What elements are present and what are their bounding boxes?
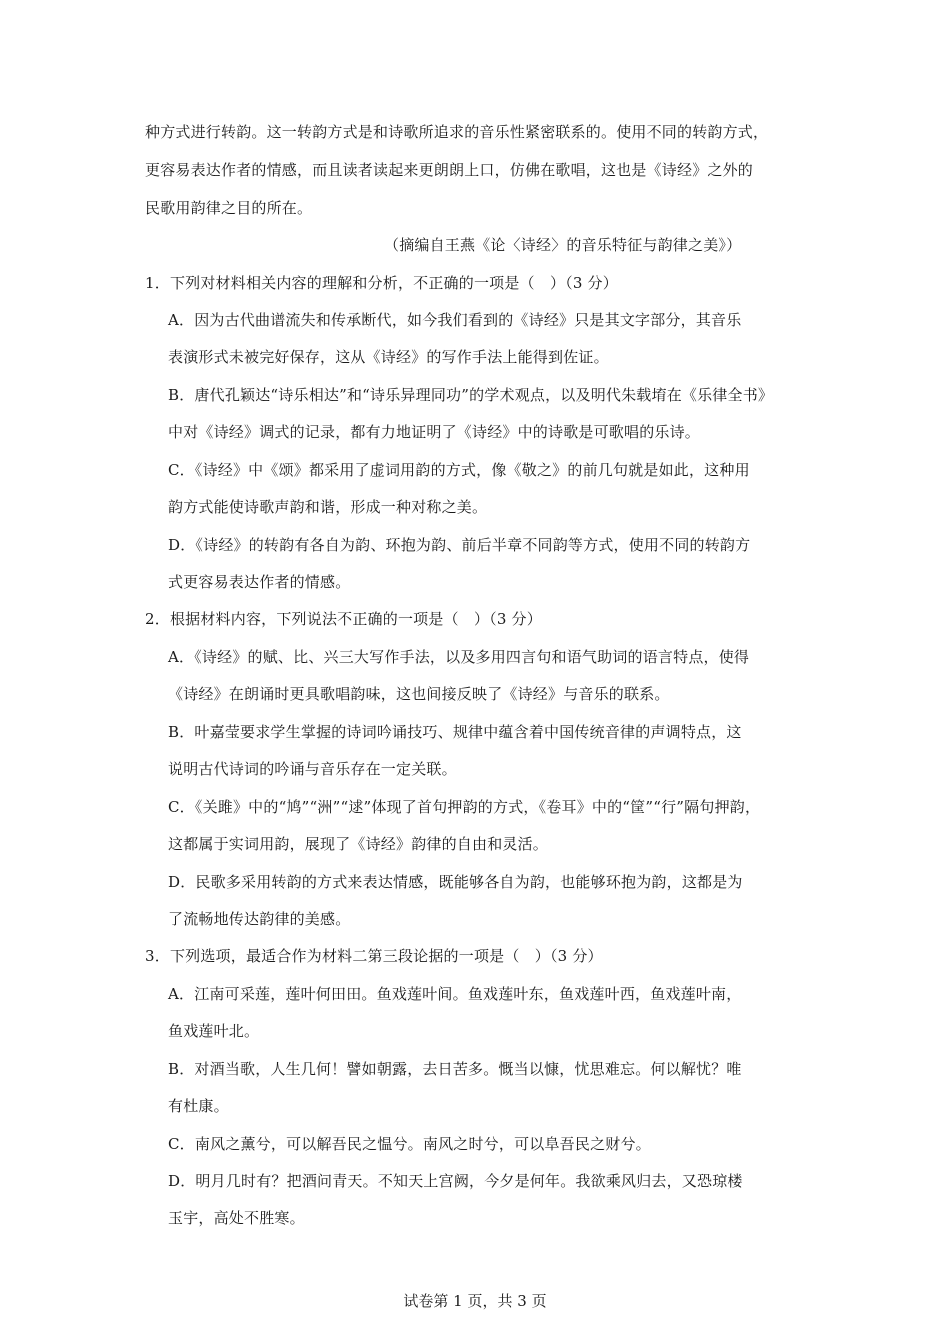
- option-a-line: 鱼戏莲叶北。: [168, 1022, 260, 1040]
- question-stem: 3．下列选项，最适合作为材料二第三段论据的一项是（ ）（3 分）: [145, 947, 603, 965]
- option-c-line: 韵方式能使诗歌声韵和谐，形成一种对称之美。: [168, 498, 488, 516]
- passage-line: 更容易表达作者的情感，而且读者读起来更朗朗上口，仿佛在歌唱，这也是《诗经》之外的: [145, 161, 754, 179]
- option-a-line: A．因为古代曲谱流失和传承断代，如今我们看到的《诗经》只是其文字部分，其音乐: [168, 311, 742, 329]
- option-a-line: A．江南可采莲，莲叶何田田。鱼戏莲叶间。鱼戏莲叶东，鱼戏莲叶西，鱼戏莲叶南，: [168, 985, 742, 1003]
- option-a-line: A．《诗经》的赋、比、兴三大写作手法，以及多用四言句和语气助词的语言特点，使得: [168, 648, 750, 666]
- passage-source: （摘编自王燕《论〈诗经〉的音乐特征与韵律之美》）: [384, 236, 742, 254]
- passage-line: 种方式进行转韵。这一转韵方式是和诗歌所追求的音乐性紧密联系的。使用不同的转韵方式，: [145, 123, 769, 141]
- option-b-line: B．唐代孔颖达“诗乐相达”和“诗乐异理同功”的学术观点，以及明代朱载堉在《乐律全书》: [168, 386, 774, 404]
- option-c-line: C．南风之薰兮，可以解吾民之愠兮。南风之时兮，可以阜吾民之财兮。: [168, 1135, 651, 1153]
- option-d-line: 了流畅地传达韵律的美感。: [168, 910, 351, 928]
- option-b-line: 说明古代诗词的吟诵与音乐存在一定关联。: [168, 760, 457, 778]
- option-d-line: D．明月几时有？把酒问青天。不知天上宫阙，今夕是何年。我欲乘风归去，又恐琼楼: [168, 1172, 743, 1190]
- option-c-line: 这都属于实词用韵，展现了《诗经》韵律的自由和灵活。: [168, 835, 549, 853]
- option-a-line: 《诗经》在朗诵时更具歌唱韵味，这也间接反映了《诗经》与音乐的联系。: [168, 685, 670, 703]
- option-d-line: 式更容易表达作者的情感。: [168, 573, 351, 591]
- option-a-line: 表演形式未被完好保存，这从《诗经》的写作手法上能得到佐证。: [168, 348, 609, 366]
- option-d-line: D．民歌多采用转韵的方式来表达情感，既能够各自为韵，也能够环抱为韵，这都是为: [168, 873, 743, 891]
- page-footer: 试卷第 1 页，共 3 页: [403, 1292, 547, 1310]
- question-stem: 1．下列对材料相关内容的理解和分析，不正确的一项是（ ）（3 分）: [145, 274, 618, 292]
- option-d-line: 玉宇，高处不胜寒。: [168, 1209, 305, 1227]
- option-b-line: 有杜康。: [168, 1097, 229, 1115]
- question-stem: 2．根据材料内容，下列说法不正确的一项是（ ）（3 分）: [145, 610, 542, 628]
- option-d-line: D．《诗经》的转韵有各自为韵、环抱为韵、前后半章不同韵等方式，使用不同的转韵方: [168, 536, 751, 554]
- option-c-line: C．《关雎》中的“鸠”“洲”“逑”体现了首句押韵的方式，《卷耳》中的“筐”“行”隔句押韵，: [168, 798, 761, 816]
- option-b-line: B．叶嘉莹要求学生掌握的诗词吟诵技巧、规律中蕴含着中国传统音律的声调特点，这: [168, 723, 742, 741]
- option-c-line: C．《诗经》中《颂》都采用了虚词用韵的方式，像《敬之》的前几句就是如此，这种用: [168, 461, 750, 479]
- passage-line: 民歌用韵律之目的所在。: [145, 199, 313, 217]
- option-b-line: B．对酒当歌，人生几何！譬如朝露，去日苦多。慨当以慷，忧思难忘。何以解忧？唯: [168, 1060, 742, 1078]
- option-b-line: 中对《诗经》调式的记录，都有力地证明了《诗经》中的诗歌是可歌唱的乐诗。: [168, 423, 701, 441]
